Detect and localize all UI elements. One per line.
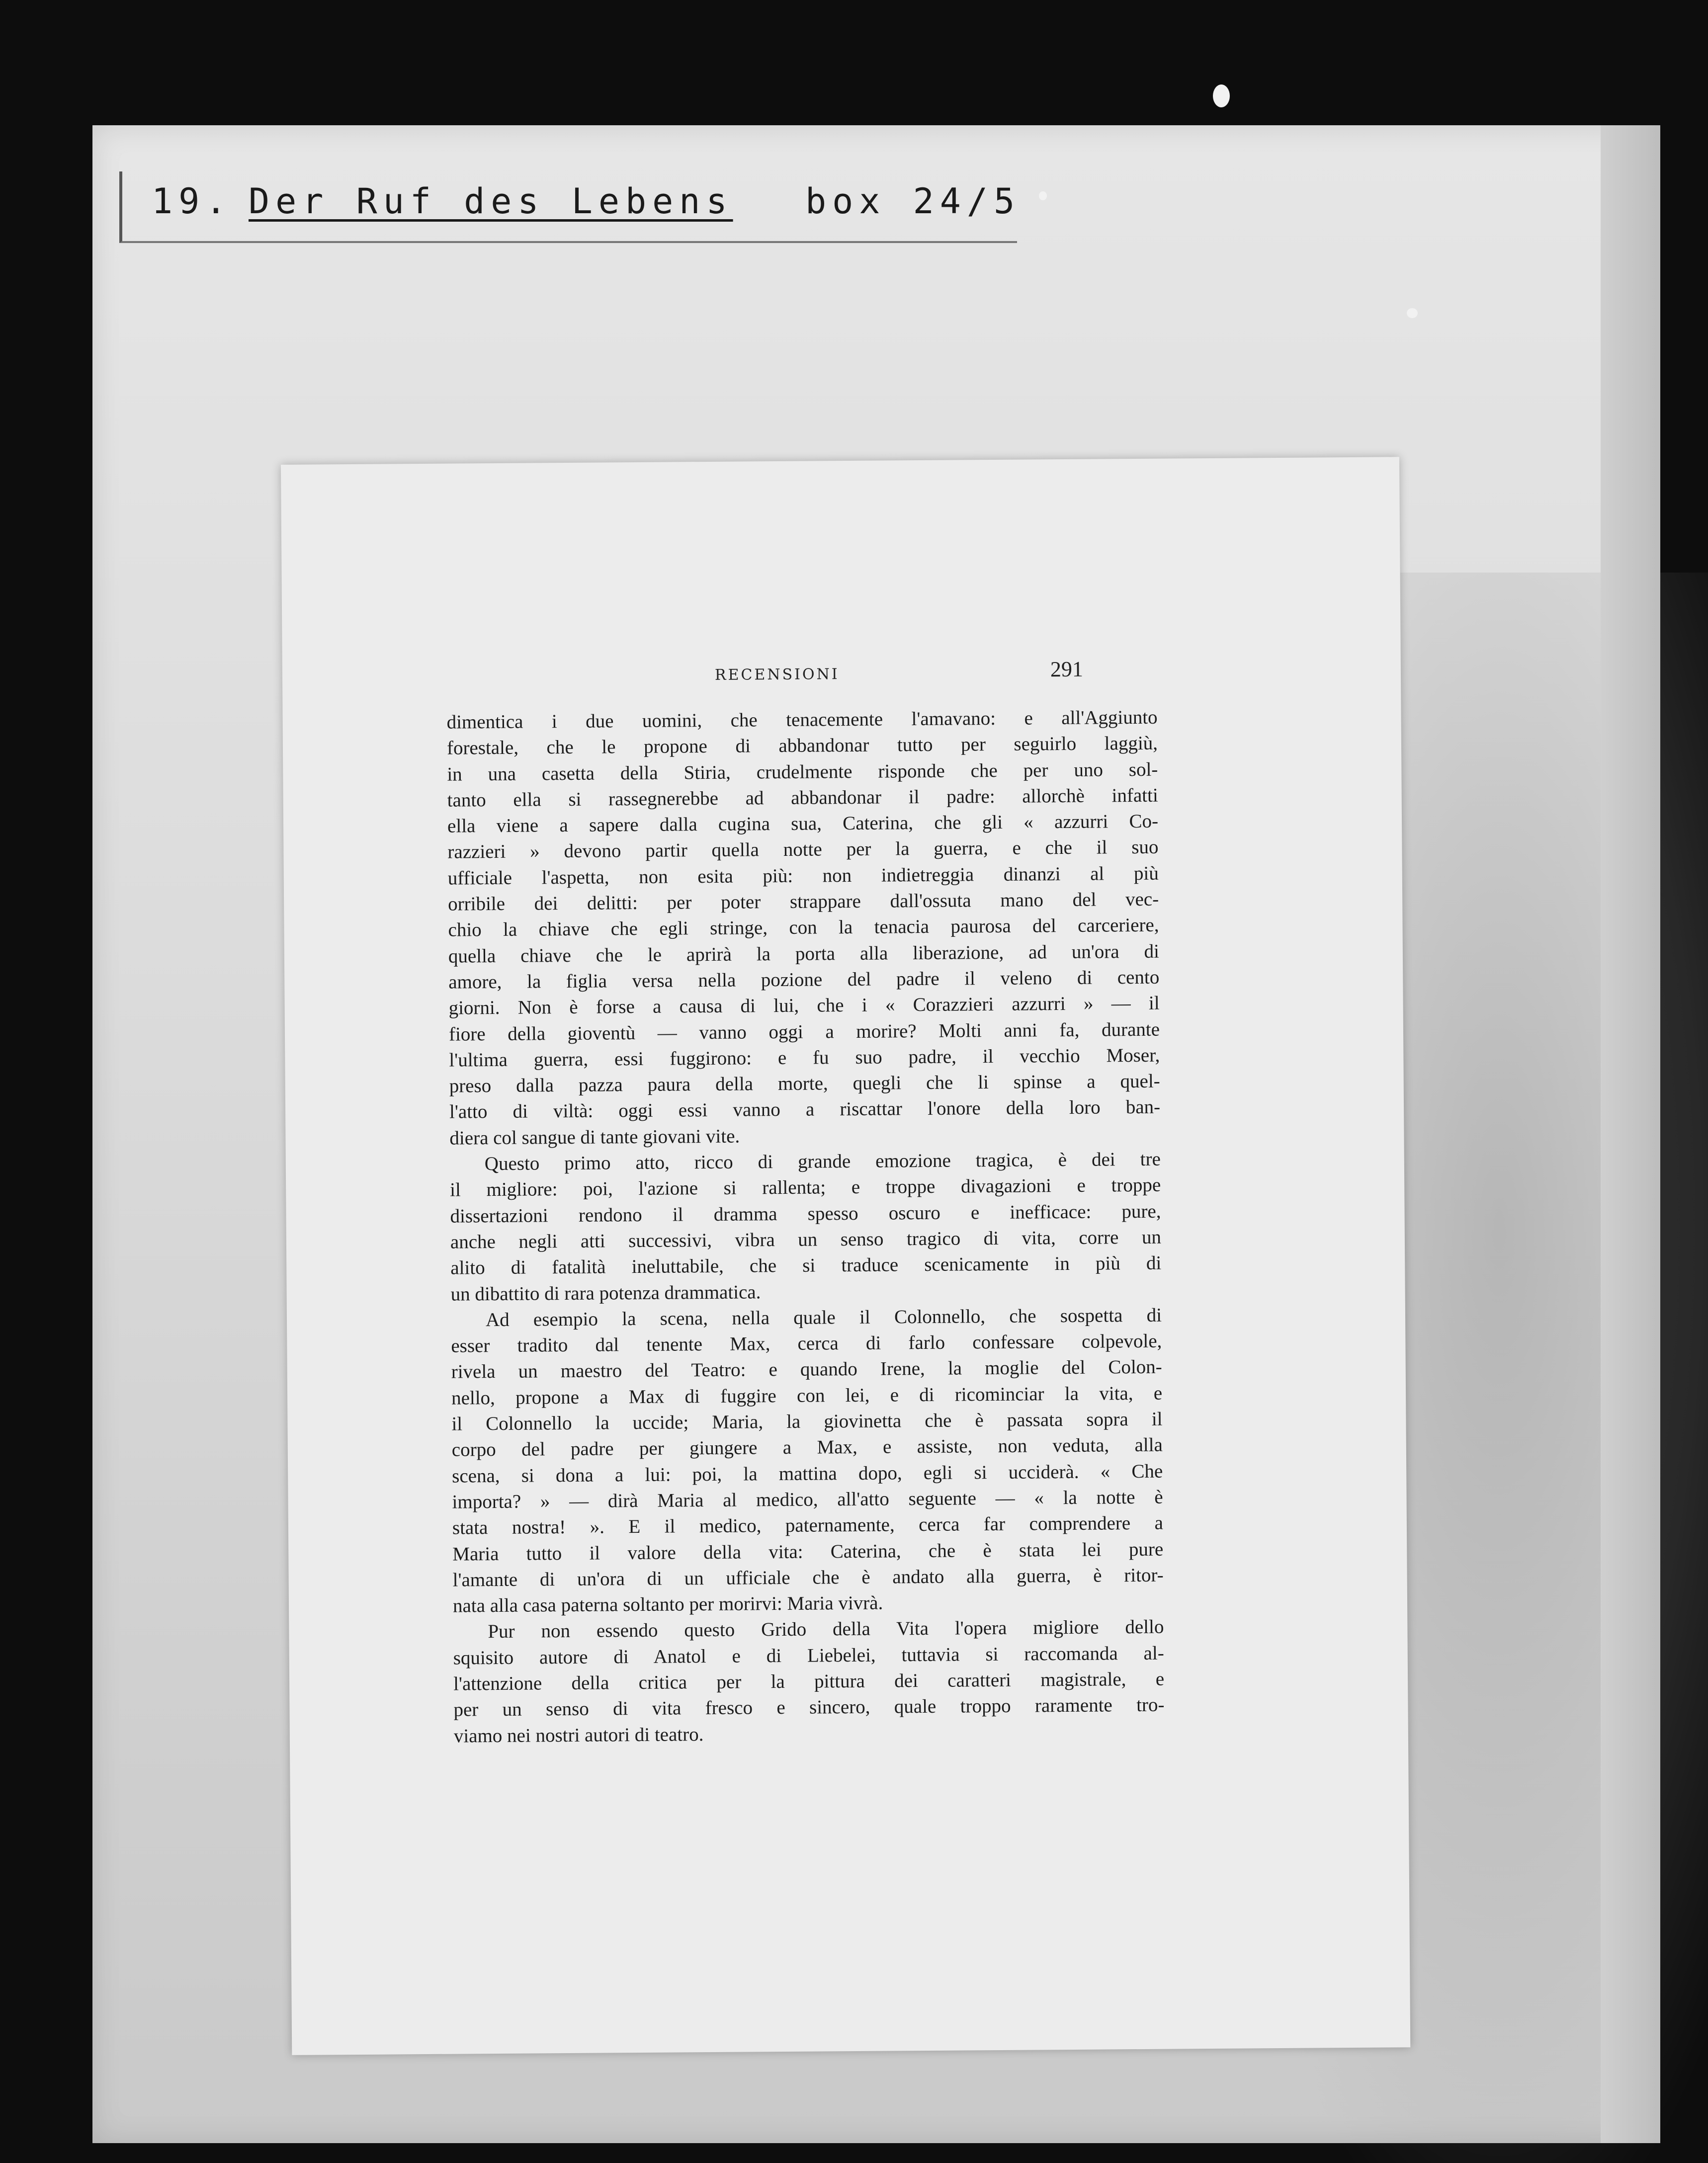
text-line: l'ultima guerra, essi fuggirono: e fu suo padre, il vecchio Moser, <box>449 1044 1160 1071</box>
text-line: fiore della gioventù — vanno oggi a morire? Molti anni fa, durante <box>448 1018 1160 1045</box>
text-line: ufficiale l'aspetta, non esita più: non indietreggia dinanzi al più <box>447 862 1159 889</box>
text-line: importa? » — dirà Maria al medico, all'atto seguente — « la notte è <box>452 1486 1163 1513</box>
text-line: razzieri » devono partir quella notte per la guerra, e che il suo <box>447 836 1159 863</box>
text-line: Questo primo atto, ricco di grande emozione tragica, è dei tre <box>484 1148 1161 1175</box>
text-line: giorni. Non è forse a causa di lui, che i « Corazzieri azzurri » — il <box>448 992 1160 1019</box>
text-line: anche negli atti successivi, vibra un senso tragico di vita, corre un <box>450 1226 1162 1253</box>
text-line: ella viene a sapere dalla cugina sua, Caterina, che gli « azzurri Co- <box>447 810 1159 837</box>
text-line: dissertazioni rendono il dramma spesso oscuro e inefficace: pure, <box>450 1200 1161 1227</box>
text-line: chio la chiave che egli stringe, con la tenacia paurosa del carceriere, <box>448 915 1159 941</box>
text-line: orribile dei delitti: per poter strappare dall'ossuta mano del vec- <box>448 888 1159 915</box>
running-head: RECENSIONI <box>714 666 840 684</box>
label-box-number: box 24/5 <box>805 181 1021 222</box>
text-line: corpo del padre per giungere a Max, e assiste, non veduta, alla <box>451 1434 1163 1461</box>
text-line: in una casetta della Stiria, crudelmente risponde che per uno sol- <box>447 758 1158 785</box>
clipping-page <box>281 457 1410 2055</box>
text-line: nello, propone a Max di fuggire con lei, e di ricominciar la vita, e <box>451 1382 1163 1409</box>
text-line: il migliore: poi, l'azione si rallenta; e troppe divagazioni e troppe <box>450 1174 1161 1201</box>
text-line: rivela un maestro del Teatro: e quando Irene, la moglie del Colon- <box>451 1356 1162 1383</box>
page-number: 291 <box>1050 657 1084 682</box>
text-line: l'attenzione della critica per la pittura dei caratteri magistrale, e <box>453 1668 1165 1695</box>
text-line: preso dalla pazza paura della morte, quegli che li spinse a quel- <box>449 1070 1160 1097</box>
text-line: nata alla casa paterna soltanto per morirvi: Maria vivrà. <box>452 1592 883 1617</box>
text-line: tanto ella si rassegnerebbe ad abbandonar il padre: allorchè infatti <box>447 784 1158 811</box>
text-line: forestale, che le propone di abbandonar tutto per seguirlo laggiù, <box>446 732 1158 759</box>
film-speck <box>1039 191 1047 200</box>
text-line: Maria tutto il valore della vita: Caterina, che è stata lei pure <box>452 1538 1164 1565</box>
text-line: amore, la figlia versa nella pozione del padre il veleno di cento <box>448 966 1160 993</box>
newspaper-clipping <box>281 457 1410 2055</box>
text-line: Ad esempio la scena, nella quale il Colonnello, che sospetta di <box>485 1304 1162 1331</box>
film-speck <box>1407 308 1418 318</box>
text-line: dimentica i due uomini, che tenacemente l'amavano: e all'Aggiunto <box>446 706 1158 733</box>
sheet-right-edge <box>1601 125 1660 2143</box>
text-line: diera col sangue di tante giovani vite. <box>449 1125 740 1149</box>
label-title: Der Ruf des Lebens <box>249 181 733 222</box>
text-line: alito di fatalità ineluttabile, che si traduce scenicamente in più di <box>450 1252 1162 1279</box>
text-line: l'amante di un'ora di un ufficiale che è andato alla guerra, è ritor- <box>452 1564 1164 1591</box>
text-line: quella chiave che le aprirà la porta alla liberazione, ad un'ora di <box>448 940 1160 967</box>
text-line: stata nostra! ». E il medico, paternamente, cerca far comprendere a <box>452 1512 1164 1539</box>
text-line: viamo nei nostri autori di teatro. <box>453 1723 704 1747</box>
review-body-text <box>446 705 1165 1749</box>
text-line: il Colonnello la uccide; Maria, la giovinetta che è passata sopra il <box>451 1408 1163 1435</box>
text-line: per un senso di vita fresco e sincero, quale troppo raramente tro- <box>453 1694 1165 1721</box>
film-speck <box>1213 84 1230 107</box>
text-line: squisito autore di Anatol e di Liebelei, tuttavia si raccomanda al- <box>453 1642 1164 1669</box>
text-line: Pur non essendo questo Grido della Vita l'opera migliore dello <box>488 1616 1164 1643</box>
text-line: un dibattito di rara potenza drammatica. <box>450 1281 761 1305</box>
text-line: scena, si dona a lui: poi, la mattina dopo, egli si ucciderà. « Che <box>452 1460 1163 1487</box>
text-line: esser tradito dal tenente Max, cerca di farlo confessare colpevole, <box>451 1330 1162 1357</box>
label-number: 19. <box>152 181 233 222</box>
text-line: l'atto di viltà: oggi essi vanno a riscattar l'onore della loro ban- <box>449 1096 1161 1123</box>
